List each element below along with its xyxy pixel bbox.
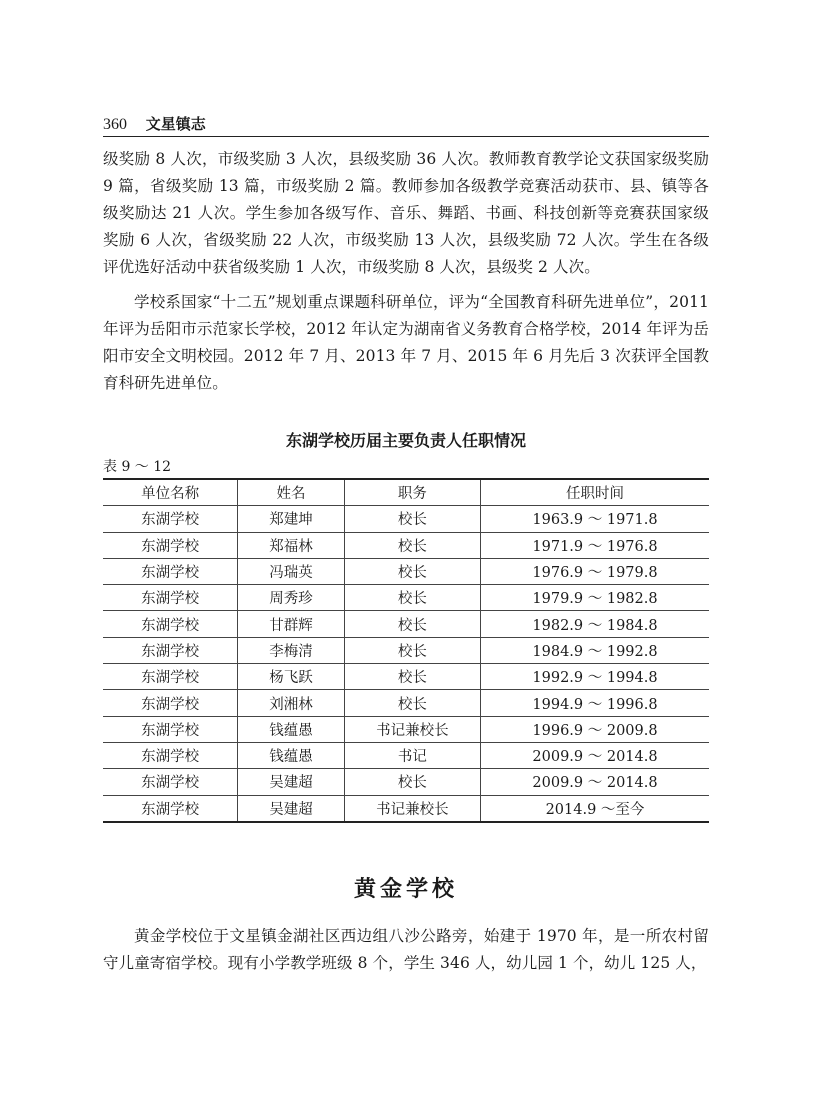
cell-position: 校长: [344, 506, 480, 532]
cell-position: 校长: [344, 532, 480, 558]
table-row: [103, 585, 709, 611]
cell-unit: 东湖学校: [103, 585, 238, 611]
paragraph-text: 黄金学校位于文星镇金湖社区西边组八沙公路旁，始建于 1970 年，是一所农村留守儿童寄宿学校。现有小学教学班级 8 个，学生 346 人，幼儿园 1 个，幼儿 125 人，: [103, 927, 709, 972]
cell-unit: 东湖学校: [103, 506, 238, 532]
cell-unit: 东湖学校: [103, 558, 238, 584]
table-row: [103, 558, 709, 584]
cell-name: 吴建超: [238, 769, 344, 795]
cell-position: 校长: [344, 637, 480, 663]
cell-term: 1992.9 ～ 1994.8: [481, 664, 709, 690]
page-number: 360: [103, 116, 127, 133]
cell-name: 钱蕴愚: [238, 716, 344, 742]
table-row: [103, 664, 709, 690]
paragraph-text: 学校系国家“十二五”规划重点课题科研单位，评为“全国教育科研先进单位”，2011 年评为岳阳市示范家长学校，2012 年认定为湖南省义务教育合格学校，2014 年评为岳阳市安全文明校园。2012 年 7 月、2013 年 7 月、2015 年 6 月先后 3 次获评全国教育科研先进单位。: [103, 293, 709, 392]
cell-term: 1996.9 ～ 2009.8: [481, 716, 709, 742]
table-header-row: [103, 479, 709, 506]
page-header: [103, 112, 709, 137]
cell-unit: 东湖学校: [103, 532, 238, 558]
header-unit: 单位名称: [103, 479, 238, 506]
cell-unit: 东湖学校: [103, 716, 238, 742]
book-title: 文星镇志: [145, 115, 206, 133]
cell-name: 杨飞跃: [238, 664, 344, 690]
cell-term: 1963.9 ～ 1971.8: [481, 506, 709, 532]
table-row: [103, 716, 709, 742]
paragraph-honors: [103, 289, 709, 397]
header-name: 姓名: [238, 479, 344, 506]
cell-unit: 东湖学校: [103, 769, 238, 795]
paragraph-huangjin: [103, 923, 709, 977]
cell-position: 校长: [344, 585, 480, 611]
cell-position: 校长: [344, 690, 480, 716]
cell-term: 2009.9 ～ 2014.8: [481, 742, 709, 768]
cell-term: 1979.9 ～ 1982.8: [481, 585, 709, 611]
table-row: [103, 532, 709, 558]
cell-term: 2014.9 ～至今: [545, 801, 645, 818]
cell-term: 2009.9 ～ 2014.8: [481, 769, 709, 795]
table-row: [103, 742, 709, 768]
cell-name: 冯瑞英: [238, 558, 344, 584]
cell-position: 书记兼校长: [344, 795, 480, 822]
cell-position: 书记兼校长: [344, 716, 480, 742]
cell-name: 李梅清: [238, 637, 344, 663]
cell-unit: 东湖学校: [103, 664, 238, 690]
cell-term: 1994.9 ～ 1996.8: [481, 690, 709, 716]
table-row: [103, 611, 709, 637]
cell-name: 钱蕴愚: [238, 742, 344, 768]
cell-position: 校长: [344, 558, 480, 584]
cell-position: 校长: [344, 769, 480, 795]
cell-unit: 东湖学校: [103, 611, 238, 637]
section-title: 黄金学校: [353, 877, 458, 902]
principals-table: [103, 478, 709, 823]
cell-unit: 东湖学校: [103, 795, 238, 822]
cell-unit: 东湖学校: [103, 637, 238, 663]
cell-name: 刘湘林: [238, 690, 344, 716]
table-number: 表 9 ～ 12: [103, 459, 172, 475]
header-term: 任职时间: [481, 479, 709, 506]
cell-unit: 东湖学校: [103, 742, 238, 768]
cell-name: 郑建坤: [238, 506, 344, 532]
paragraph-awards: [103, 146, 709, 281]
cell-term: 1971.9 ～ 1976.8: [481, 532, 709, 558]
table-row: [103, 795, 709, 822]
table-title: 东湖学校历届主要负责人任职情况: [285, 431, 526, 450]
cell-term: 1984.9 ～ 1992.8: [481, 637, 709, 663]
table-row: [103, 637, 709, 663]
header-position: 职务: [344, 479, 480, 506]
paragraph-text: 级奖励 8 人次，市级奖励 3 人次，县级奖励 36 人次。教师教育教学论文获国家级奖励 9 篇，省级奖励 13 篇，市级奖励 2 篇。教师参加各级教学竞赛活动获市、县、镇等各级奖励达 21 人次。学生参加各级写作、音乐、舞蹈、书画、科技创新等竞赛获国家级奖励 6 人次，省级奖励 22 人次，市级奖励 13 人次，县级奖励 72 人次。学生在各级评优选好活动中获省级奖励 1 人次，市级奖励 8 人次，县级奖 2 人次。: [103, 150, 709, 276]
table-body: [103, 506, 709, 822]
cell-name: 吴建超: [238, 795, 344, 822]
cell-position: 校长: [344, 664, 480, 690]
cell-position: 校长: [344, 611, 480, 637]
cell-name: 周秀珍: [238, 585, 344, 611]
table-row: [103, 690, 709, 716]
cell-unit: 东湖学校: [103, 690, 238, 716]
cell-term: 1982.9 ～ 1984.8: [481, 611, 709, 637]
table-row: [103, 506, 709, 532]
cell-name: 甘群辉: [238, 611, 344, 637]
cell-term: 1976.9 ～ 1979.8: [481, 558, 709, 584]
table-row: [103, 769, 709, 795]
cell-name: 郑福林: [238, 532, 344, 558]
cell-position: 书记: [344, 742, 480, 768]
